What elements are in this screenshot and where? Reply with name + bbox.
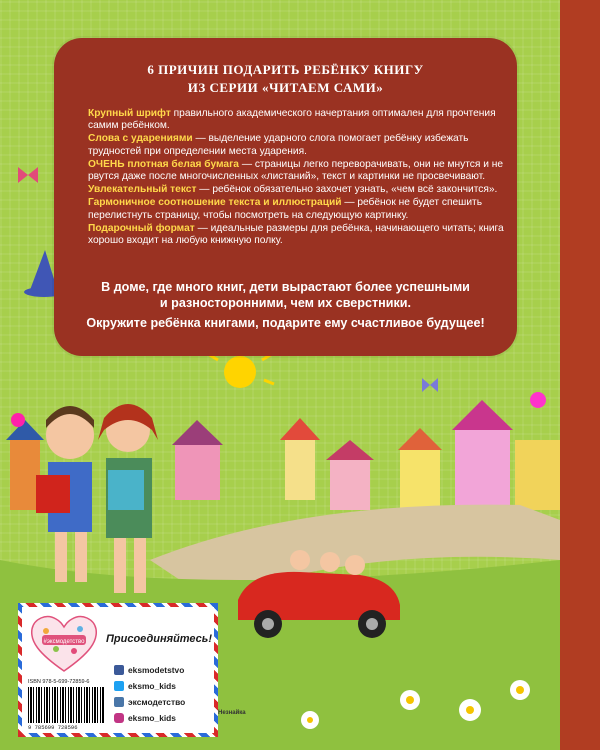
reason-highlight: Увлекательный текст <box>88 184 197 196</box>
children-reading <box>36 404 158 593</box>
reason-text: — страницы легко переворачивать, они не мнутся и не рвутся даже после многочисленных «листаний», текст и картинки не просвечивают. <box>88 158 504 183</box>
social-handle: eksmo_kids <box>128 681 176 691</box>
reason-text: — ребёнок не будет спешить перелистнуть страницу, чтобы посмотреть на следующую картинку. <box>88 197 482 221</box>
slogan-future: Окружите ребёнка книгами, подарите ему счастливое будущее! <box>86 316 485 330</box>
reason-text: — ребёнок обязательно захочет узнать, «чем всё закончится». <box>196 184 498 196</box>
social-handle: eksmo_kids <box>128 713 176 723</box>
slogan-success <box>54 280 517 311</box>
reason-highlight: Подарочный формат <box>88 222 195 234</box>
reasons-list <box>88 108 508 248</box>
panel-title-line2: ИЗ СЕРИИ «ЧИТАЕМ САМИ» <box>187 80 384 95</box>
panel-title-line1: 6 ПРИЧИН ПОДАРИТЬ РЕБЁНКУ КНИГУ <box>147 62 424 77</box>
reason-highlight: Крупный шрифт <box>88 108 171 119</box>
barcode <box>28 687 104 723</box>
facebook-icon <box>114 665 124 675</box>
social-handle: eksmodetstvo <box>128 665 185 675</box>
reason-highlight: плотная белая бумага <box>124 158 239 170</box>
reason-item <box>88 223 508 247</box>
reason-item <box>88 133 508 157</box>
social-link-vk[interactable] <box>114 697 185 707</box>
social-handle: эксмодетство <box>128 697 186 707</box>
reasons-panel <box>54 38 517 356</box>
reason-highlight: Слова с ударениями <box>88 133 193 145</box>
slogan-line: В доме, где много книг, дети вырастают более успешными <box>101 280 470 294</box>
reason-highlight-prefix: ОЧЕНЬ <box>88 158 125 170</box>
reason-highlight: Гармоничное соотношение текста и иллюстраций <box>88 197 342 209</box>
barcode-number: 9 785699 728596 <box>28 724 78 731</box>
reason-item <box>88 159 508 183</box>
join-label: Присоединяйтесь! <box>106 633 212 645</box>
butterfly-icon <box>422 378 438 392</box>
isbn-label: ISBN 978-5-699-72859-6 <box>28 679 90 685</box>
hashtag-label: #эксмодетство <box>43 639 85 645</box>
butterfly-icon <box>18 167 38 183</box>
book-spine <box>560 0 600 750</box>
reason-item <box>88 197 508 221</box>
instagram-icon <box>114 713 124 723</box>
publisher-logo: Незнайка <box>218 710 246 716</box>
reason-text: — идеальные размеры для ребёнка, начинающего читать; книга хорошо входит на любую книжную полку. <box>88 222 504 247</box>
publisher-info-box <box>18 603 218 737</box>
twitter-icon <box>114 681 124 691</box>
reason-text: — выделение ударного слога помогает ребёнку избежать трудностей при определении места ударения. <box>88 133 469 157</box>
slogan-line: и разносторонними, чем их сверстники. <box>159 295 412 310</box>
reason-item <box>88 184 508 196</box>
heart-icon <box>28 613 100 673</box>
social-link-instagram[interactable] <box>114 713 176 723</box>
reason-item <box>88 108 508 132</box>
vk-icon <box>114 697 124 707</box>
social-link-twitter[interactable] <box>114 681 176 691</box>
reason-text: правильного академического начертания оптимален для прочтения самим ребёнком. <box>88 108 496 132</box>
social-link-facebook[interactable] <box>114 665 184 675</box>
